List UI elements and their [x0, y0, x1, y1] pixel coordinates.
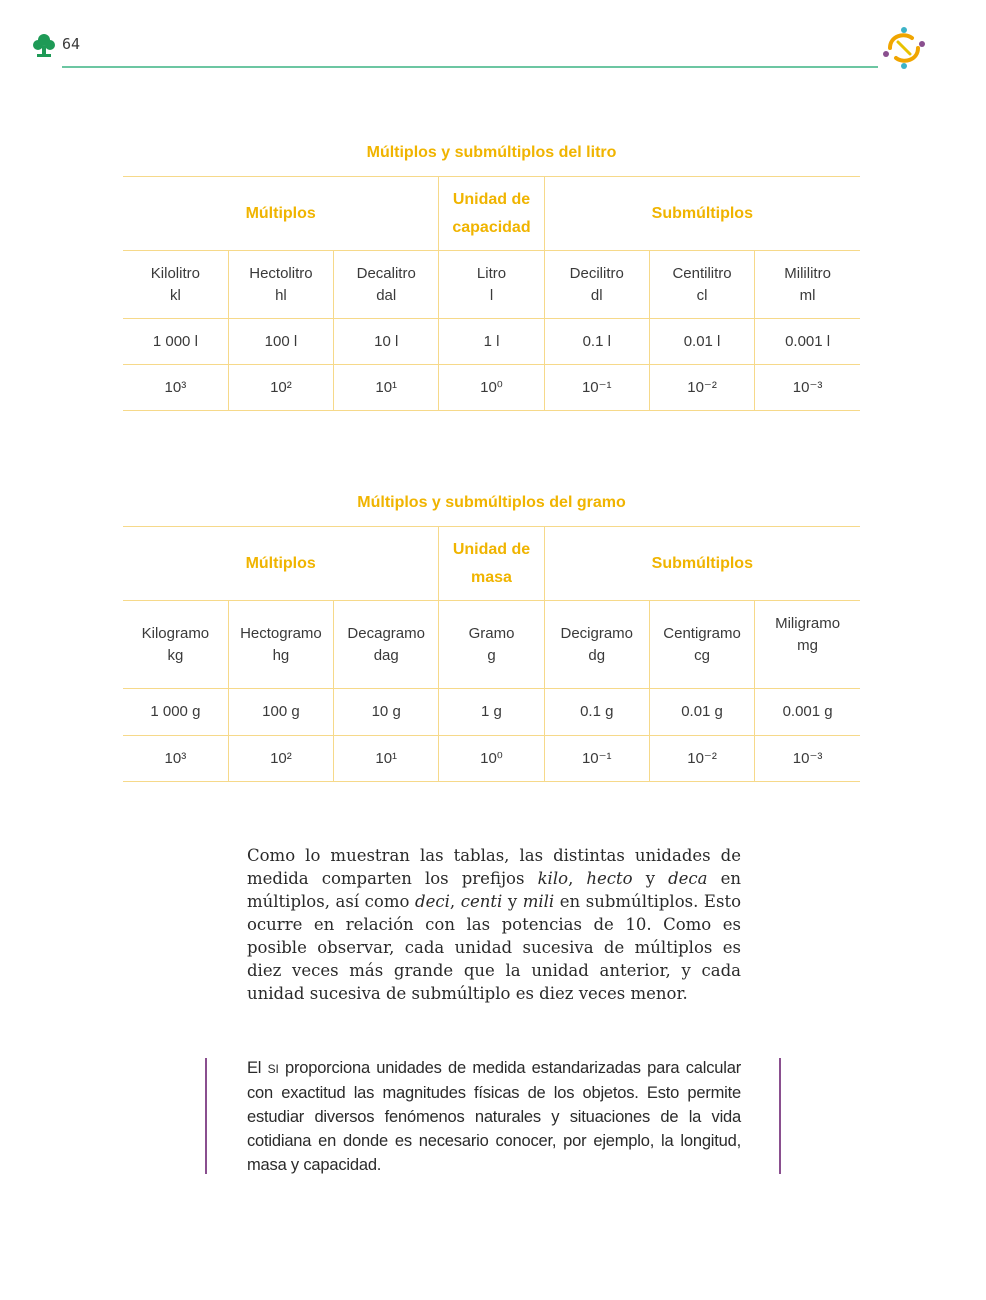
power-cell: 10²	[228, 365, 333, 411]
tree-icon	[33, 32, 55, 58]
group-header-unit	[439, 527, 544, 601]
page-number: 64	[62, 35, 81, 53]
units-table-litro	[123, 176, 860, 411]
unit-cell: Decalitro dal	[334, 251, 439, 319]
unit-cell: Hectogramo hg	[228, 601, 333, 689]
unit-cell: Decilitro dl	[544, 251, 649, 319]
table-row-values	[123, 319, 860, 365]
value-cell: 1 l	[439, 319, 544, 365]
power-cell: 10⁻²	[649, 365, 754, 411]
value-cell: 1 000 l	[123, 319, 228, 365]
value-cell: 100 g	[228, 689, 333, 736]
table-row-names	[123, 251, 860, 319]
unit-cell: Centigramo cg	[649, 601, 754, 689]
unit-cell: Decigramo dg	[544, 601, 649, 689]
note-border-right	[779, 1058, 781, 1174]
value-cell: 0.1 g	[544, 689, 649, 736]
body-paragraph: Como lo muestran las tablas, las distintas unidades de medida comparten los prefijos kilo, hecto y deca en múltiplos, así como deci, centi y mili en submúltiplos. Esto ocurre en relación con las potencias de 10. Como es posible observar, cada unidad sucesiva de múltiplos es diez veces más grande que la unidad anterior, y cada unidad sucesiva de submúltiplo es diez veces menor.	[247, 846, 742, 1003]
table-title-litro: Múltiplos y submúltiplos del litro	[366, 144, 617, 161]
power-cell: 10³	[123, 365, 228, 411]
unit-cell: Centilitro cl	[649, 251, 754, 319]
unit-cell: Kilolitro kl	[123, 251, 228, 319]
power-cell: 10⁻²	[649, 736, 754, 782]
unit-cell: Hectolitro hl	[228, 251, 333, 319]
group-header-unit	[439, 177, 544, 251]
value-cell: 0.01 l	[649, 319, 754, 365]
unit-cell: Mililitro ml	[755, 251, 860, 319]
group-header-submultiples: Submúltiplos	[544, 177, 860, 251]
value-cell: 1 000 g	[123, 689, 228, 736]
value-cell: 0.001 g	[755, 689, 860, 736]
header-divider	[62, 66, 878, 68]
unit-header-line1: Unidad de	[452, 190, 531, 208]
power-cell: 10³	[123, 736, 228, 782]
table-row-powers	[123, 365, 860, 411]
group-header-multiples: Múltiplos	[123, 177, 439, 251]
unit-header-line1: Unidad de	[452, 540, 531, 558]
unit-cell: Miligramo mg	[755, 601, 860, 689]
note-text: El SI proporciona unidades de medida estandarizadas para calcular con exactitud las magnitudes físicas de los objetos. Esto permite estudiar diversos fenómenos naturales y situaciones de la vida cotidiana en donde es necesario conocer, por ejemplo, la longitud, masa y capacidad.	[247, 1059, 742, 1174]
power-cell: 10⁰	[439, 365, 544, 411]
logo-icon	[882, 26, 926, 70]
value-cell: 1 g	[439, 689, 544, 736]
group-header-submultiples: Submúltiplos	[544, 527, 860, 601]
units-table-gramo	[123, 526, 860, 782]
power-cell: 10⁻³	[755, 736, 860, 782]
value-cell: 10 l	[334, 319, 439, 365]
power-cell: 10⁰	[439, 736, 544, 782]
unit-cell: Gramo g	[439, 601, 544, 689]
value-cell: 0.01 g	[649, 689, 754, 736]
table-row-values	[123, 689, 860, 736]
value-cell: 0.1 l	[544, 319, 649, 365]
value-cell: 10 g	[334, 689, 439, 736]
unit-header-line2: masa	[471, 568, 512, 586]
power-cell: 10¹	[334, 736, 439, 782]
unit-cell: Decagramo dag	[334, 601, 439, 689]
table-row-names	[123, 601, 860, 689]
unit-header-line2: capacidad	[452, 218, 531, 236]
unit-cell: Kilogramo kg	[123, 601, 228, 689]
value-cell: 100 l	[228, 319, 333, 365]
power-cell: 10⁻¹	[544, 365, 649, 411]
power-cell: 10⁻¹	[544, 736, 649, 782]
power-cell: 10²	[228, 736, 333, 782]
table-row-powers	[123, 736, 860, 782]
group-header-multiples: Múltiplos	[123, 527, 439, 601]
note-border-left	[205, 1058, 207, 1174]
power-cell: 10⁻³	[755, 365, 860, 411]
power-cell: 10¹	[334, 365, 439, 411]
value-cell: 0.001 l	[755, 319, 860, 365]
unit-cell: Litro l	[439, 251, 544, 319]
table-title-gramo: Múltiplos y submúltiplos del gramo	[357, 494, 626, 511]
